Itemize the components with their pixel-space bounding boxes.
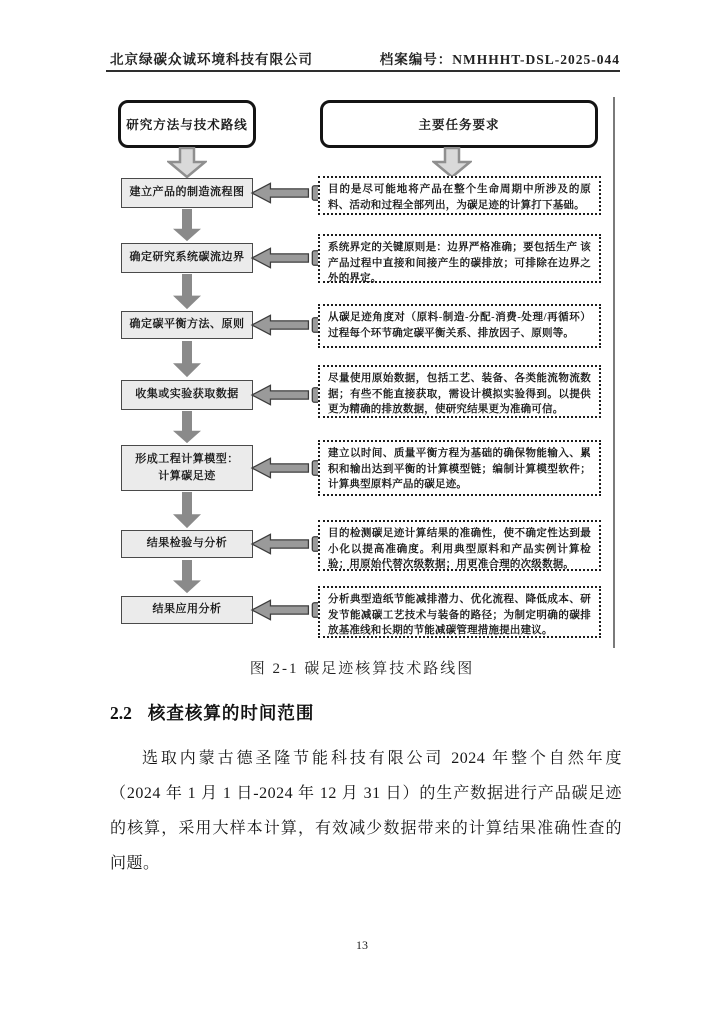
figure-caption: 图 2-1 碳足迹核算技术路线图 (249, 661, 475, 677)
step-box-4 (121, 380, 253, 410)
block-arrow-left-icon (250, 531, 324, 557)
paragraph-line: （2024 年 1 月 1 日-2024 年 12 月 31 日）的生产数据进行产品碳足迹 (110, 785, 622, 802)
header-file-number (380, 48, 620, 68)
task-box-7: 分析典型造纸节能减排潜力、优化流程、降低成本、研发节能减碳工艺技术与装备的路径；为制定明确的碳排放基准线和长期的节能减碳管理措施提出建议。 (318, 586, 601, 638)
paragraph-line: 的核算，采用大样本计算，有效减少数据带来的计算结果准确性查的 (110, 820, 622, 837)
step-box-6 (121, 530, 253, 558)
flowchart-left-header: 研究方法与技术路线 (118, 100, 256, 148)
block-arrow-left-icon (250, 382, 324, 408)
header-rule (106, 70, 620, 72)
step-box-3 (121, 311, 253, 339)
down-arrow-icon (172, 341, 202, 378)
section-title: 核查核算的时间范围 (147, 703, 315, 723)
task-box-2: 系统界定的关键原则是：边界严格准确；要包括生产 该产品过程中直接和间接产生的碳排放；可排除在边界之外的界定。 (318, 234, 601, 283)
paragraph-line: 问题。 (110, 855, 160, 872)
section-heading (110, 700, 314, 725)
block-arrow-left-icon (250, 597, 324, 623)
step-label: 结果检验与分析 (146, 537, 228, 550)
block-arrow-left-icon (250, 455, 324, 481)
step-box-1 (121, 178, 253, 208)
figure-divider-line (613, 97, 615, 648)
task-box-1: 目的是尽可能地将产品在整个生命周期中所涉及的原料、活动和过程全部列出，为碳足迹的计算打下基础。 (318, 176, 601, 215)
task-box-4: 尽量使用原始数据，包括工艺、装备、各类能流物流数据；有些不能直接获取，需设计模拟实验得到。以提供更为精确的排放数据，使研究结果更为准确可信。 (318, 365, 601, 418)
step-box-5 (121, 445, 253, 491)
header-company: 北京绿碳众诚环境科技有限公司 (110, 52, 313, 67)
down-arrow-icon (172, 492, 202, 529)
step-label: 确定碳平衡方法、原则 (129, 318, 245, 331)
step-label: 形成工程计算模型： (135, 452, 239, 465)
step-box-7 (121, 596, 253, 624)
down-arrow-icon (172, 274, 202, 310)
task-box-3: 从碳足迹角度对（原料-制造-分配-消费-处理/再循环）过程每个环节确定碳平衡关系、排放因子、原则等。 (318, 304, 601, 348)
file-value: NMHHHT-DSL-2025-044 (452, 52, 620, 67)
down-arrow-icon (172, 209, 202, 242)
step-label-line2: 计算碳足迹 (158, 470, 216, 482)
step-label: 确定研究系统碳流边界 (129, 251, 245, 264)
down-arrow-icon (172, 411, 202, 444)
file-label: 档案编号： (379, 52, 453, 67)
task-box-5: 建立以时间、质量平衡方程为基础的确保物能输入、累积和输出达到平衡的计算模型链；编制计算模型软件；计算典型原料产品的碳足迹。 (318, 440, 601, 496)
block-arrow-left-icon (250, 180, 324, 206)
down-arrow-icon (172, 560, 202, 594)
task-box-6: 目的检测碳足迹计算结果的准确性，使不确定性达到最小化以提高准确度。利用典型原料和产品实例计算检验；用原始代替次级数据；用更准合理的次级数据。 (318, 520, 601, 571)
paragraph-line: 选取内蒙古德圣隆节能科技有限公司 2024 年整个自然年度 (142, 750, 622, 767)
down-arrow-outline-icon (432, 147, 472, 179)
step-box-2 (121, 243, 253, 273)
down-arrow-outline-icon (167, 147, 207, 179)
step-label: 结果应用分析 (152, 603, 222, 616)
flowchart-right-header: 主要任务要求 (320, 100, 598, 148)
step-label: 建立产品的制造流程图 (129, 186, 245, 199)
section-number: 2.2 (110, 703, 132, 723)
page-number: 13 (356, 938, 368, 952)
block-arrow-left-icon (250, 312, 324, 338)
step-label: 收集或实验获取数据 (135, 388, 239, 401)
block-arrow-left-icon (250, 245, 324, 271)
